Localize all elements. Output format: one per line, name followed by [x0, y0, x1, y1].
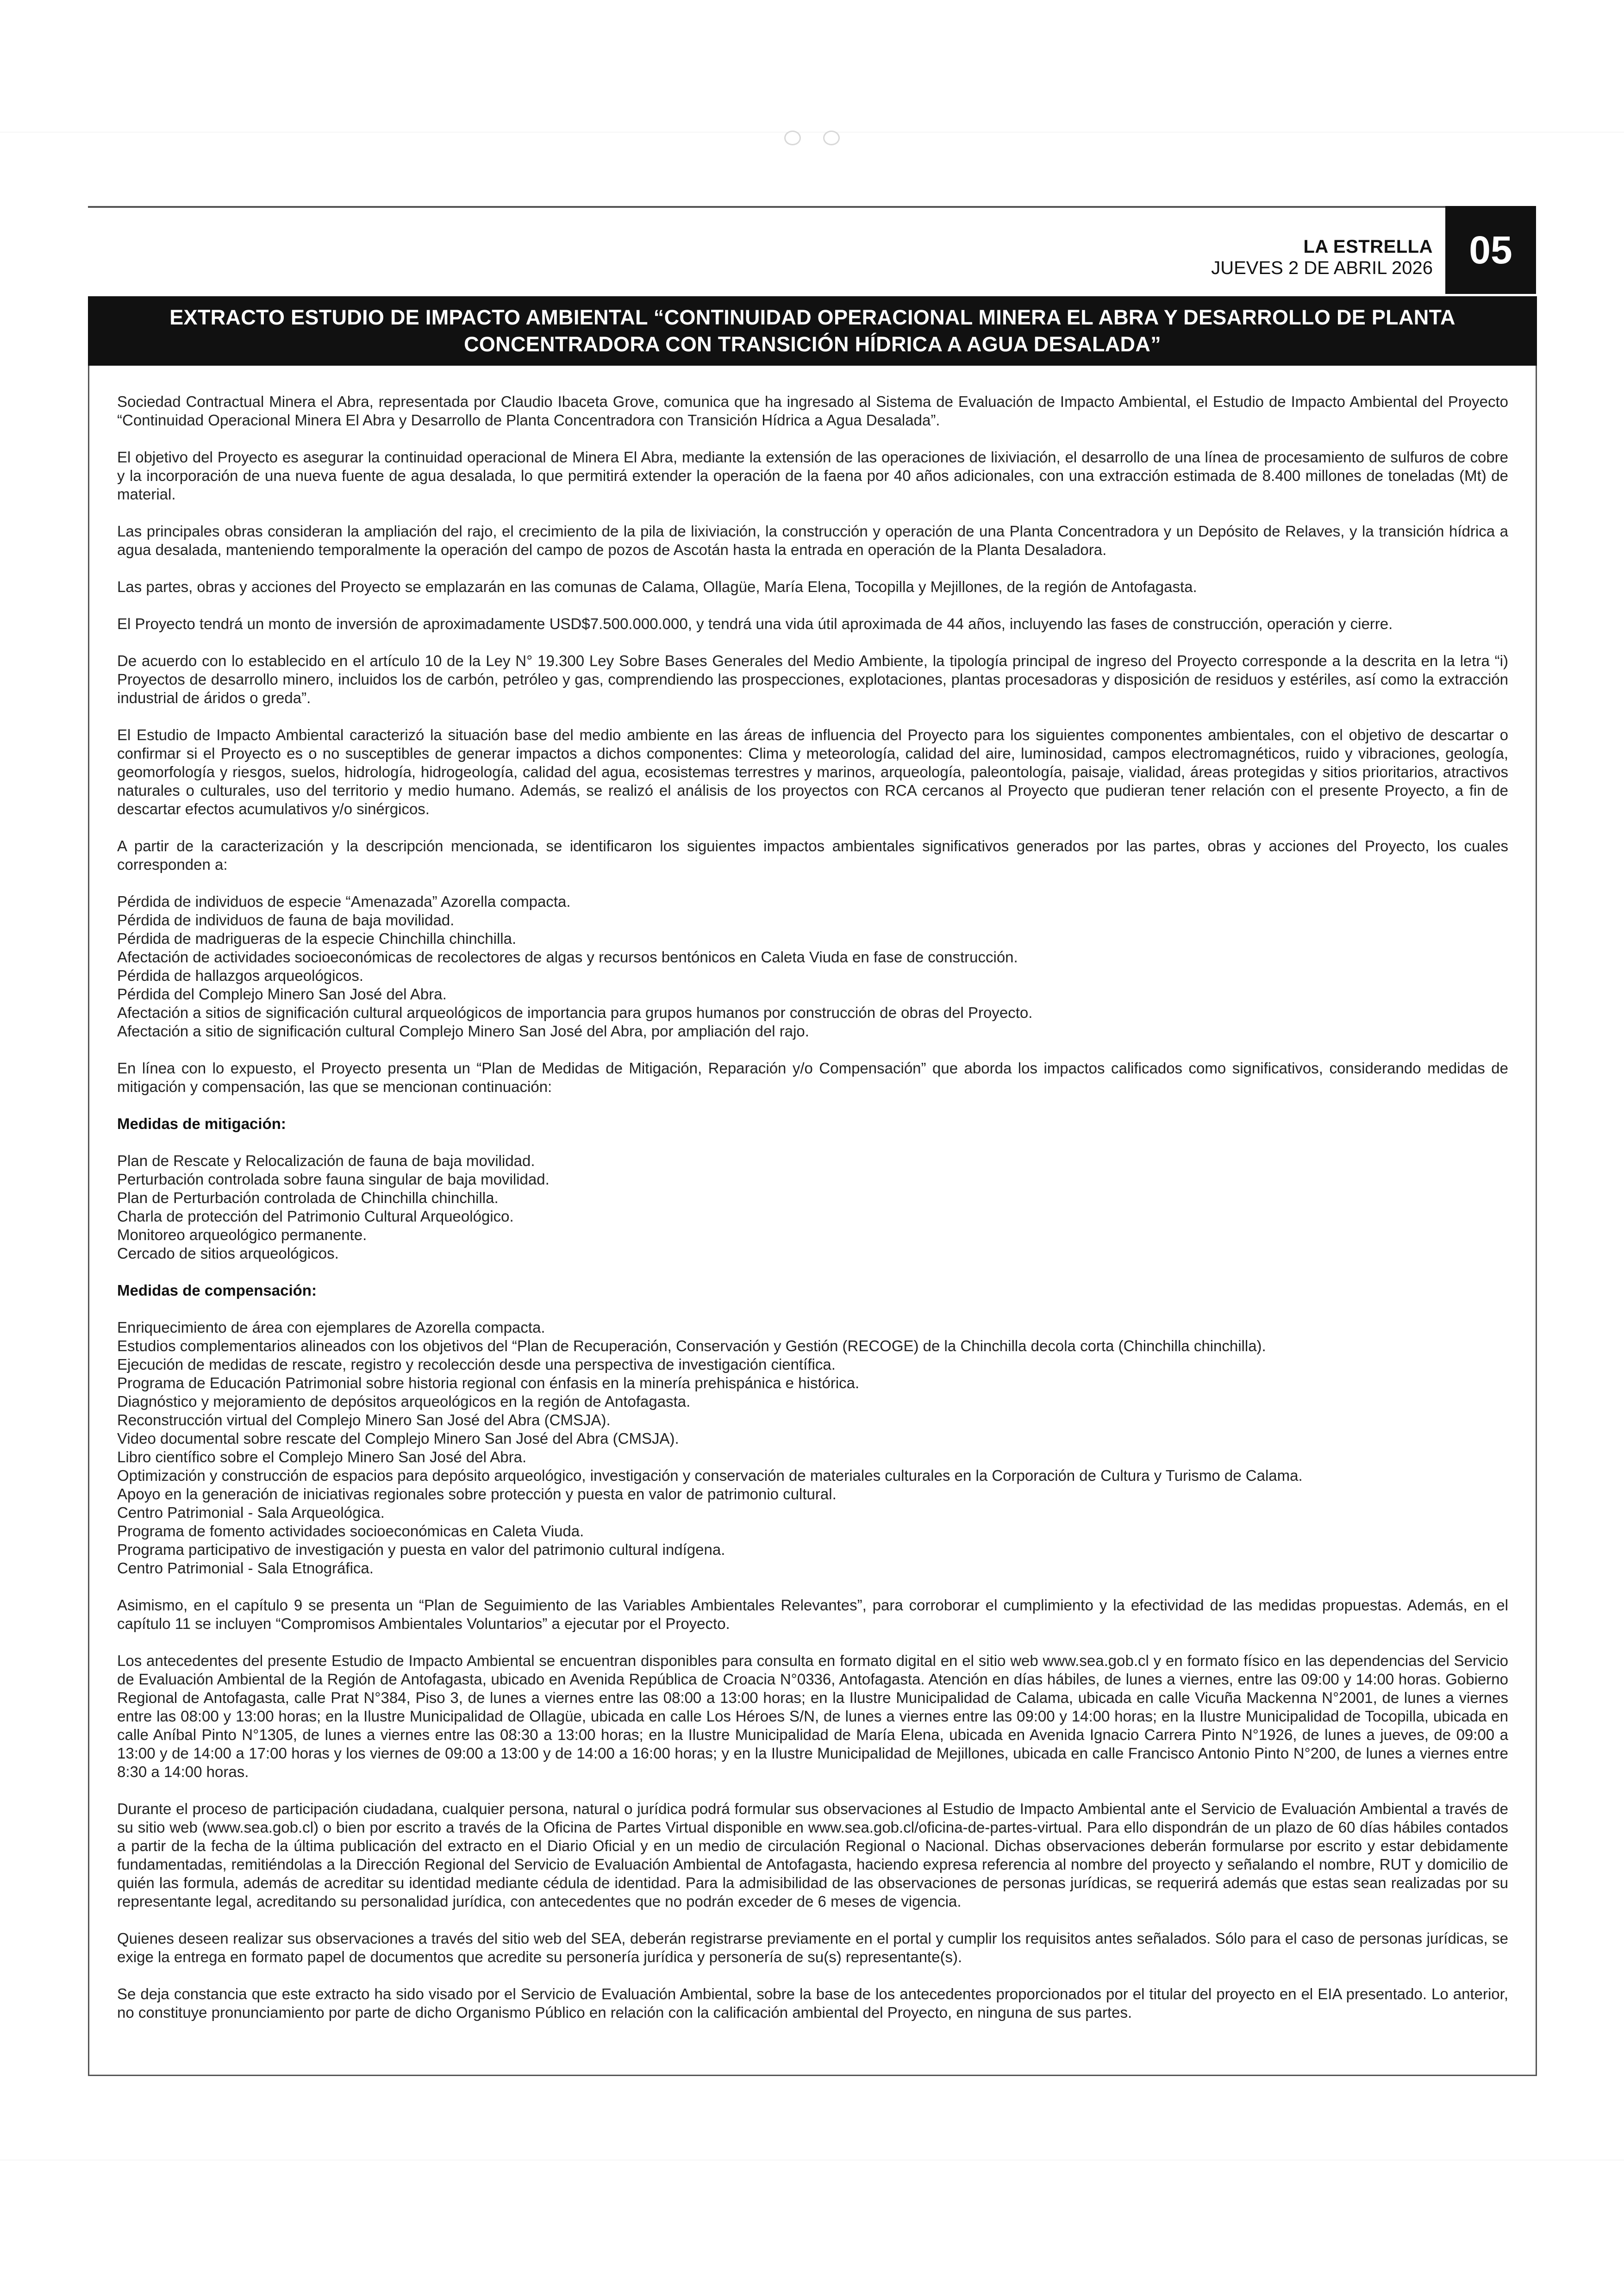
page-number: 05 — [1445, 206, 1536, 294]
paragraph-monitoring: Asimismo, en el capítulo 9 se presenta un “Plan de Seguimiento de las Variables Ambientales Relevantes”, para corroborar el cumplimiento y la efectividad de las medidas propuestas. Además, en el capítulo 11 se incluyen “Compromisos Ambientales Voluntarios” a ejecutar por el Proyecto. — [117, 1597, 1508, 1632]
compensation-list — [117, 1318, 1508, 1578]
list-item: Charla de protección del Patrimonio Cultural Arqueológico. — [117, 1208, 514, 1225]
binding-ring-icon — [784, 131, 801, 145]
list-item: Monitoreo arqueológico permanente. — [117, 1226, 367, 1243]
article-body — [117, 393, 1508, 2040]
list-item: Apoyo en la generación de iniciativas regionales sobre protección y puesta en valor de patrimonio cultural. — [117, 1485, 837, 1503]
list-item: Centro Patrimonial - Sala Arqueológica. — [117, 1504, 385, 1521]
article-title-line-2: CONCENTRADORA CON TRANSICIÓN HÍDRICA A AGUA DESALADA” — [464, 332, 1161, 356]
list-item: Diagnóstico y mejoramiento de depósitos arqueológicos en la región de Antofagasta. — [117, 1393, 691, 1410]
list-item: Estudios complementarios alineados con los objetivos del “Plan de Recuperación, Conservación y Gestión (RECOGE) de la Chinchilla decola corta (Chinchilla chinchilla). — [117, 1337, 1266, 1354]
list-item: Programa participativo de investigación y puesta en valor del patrimonio cultural indígena. — [117, 1541, 725, 1558]
list-item: Perturbación controlada sobre fauna singular de baja movilidad. — [117, 1171, 550, 1188]
list-item: Programa de fomento actividades socioeconómicas en Caleta Viuda. — [117, 1522, 584, 1540]
list-item: Centro Patrimonial - Sala Etnográfica. — [117, 1559, 374, 1577]
paragraph-works: Las principales obras consideran la ampliación del rajo, el crecimiento de la pila de lixiviación, la construcción y operación de una Planta Concentradora y un Depósito de Relaves, y la transición hídrica a agua desalada, manteniendo temporalmente la operación del campo de pozos de Ascotán hasta la entrada en operación de la Planta Desaladora. — [117, 523, 1508, 558]
paragraph-baseline: El Estudio de Impacto Ambiental caracterizó la situación base del medio ambiente en las áreas de influencia del Proyecto para los siguientes componentes ambientales, con el objetivo de descartar o confirmar si el Proyecto es o no susceptibles de generar impactos a dichos componentes: Clima y meteorología, calidad del aire, luminosidad, campos electromagnéticos, ruido y vibraciones, geología, geomorfología y riesgos, suelos, hidrología, hidrogeología, calidad del agua, ecosistemas terrestres y marinos, arqueología, paleontología, paisaje, vialidad, áreas protegidas y sitios prioritarios, atractivos naturales o culturales, uso del territorio y medio humano. Además, se realizó el análisis de los proyectos con RCA cercanos al Proyecto que pudieran tener relación con el presente Proyecto, a fin de descartar efectos acumulativos y/o sinérgicos. — [117, 726, 1508, 817]
list-item: Plan de Perturbación controlada de Chinchilla chinchilla. — [117, 1189, 499, 1206]
mitigation-heading: Medidas de mitigación: — [117, 1115, 286, 1132]
list-item: Pérdida de individuos de especie “Amenazada” Azorella compacta. — [117, 893, 571, 910]
list-item: Plan de Rescate y Relocalización de fauna de baja movilidad. — [117, 1152, 535, 1169]
list-item: Pérdida de madrigueras de la especie Chinchilla chinchilla. — [117, 930, 517, 947]
mitigation-list — [117, 1152, 1508, 1263]
newspaper-name: LA ESTRELLA — [1303, 237, 1433, 257]
paragraph-intro: Sociedad Contractual Minera el Abra, representada por Claudio Ibaceta Grove, comunica que ha ingresado al Sistema de Evaluación de Impacto Ambiental, el Estudio de Impacto Ambiental del Proyecto “Continuidad Operacional Minera El Abra y Desarrollo de Planta Concentradora con Transición Hídrica a Agua Desalada”. — [117, 393, 1508, 429]
paragraph-investment: El Proyecto tendrá un monto de inversión de aproximadamente USD$7.500.000.000, y tendrá una vida útil aproximada de 44 años, incluyendo las fases de construcción, operación y cierre. — [117, 615, 1393, 632]
paragraph-impacts-intro: A partir de la caracterización y la descripción mencionada, se identificaron los siguientes impactos ambientales significativos generados por las partes, obras y acciones del Proyecto, los cuales corresponden a: — [117, 837, 1508, 873]
paragraph-objective: El objetivo del Proyecto es asegurar la continuidad operacional de Minera El Abra, mediante la extensión de las operaciones de lixiviación, el desarrollo de una línea de procesamiento de sulfuros de cobre y la incorporación de una nueva fuente de agua desalada, lo que permitirá extender la operación de la faena por 40 años adicionales, con una extracción estimada de 8.400 millones de toneladas (Mt) de material. — [117, 449, 1508, 503]
article-title-line-1: EXTRACTO ESTUDIO DE IMPACTO AMBIENTAL “CONTINUIDAD OPERACIONAL MINERA EL ABRA Y DESARROLLO DE PLANTA — [169, 306, 1455, 329]
list-item: Enriquecimiento de área con ejemplares de Azorella compacta. — [117, 1319, 545, 1336]
paragraph-registration: Quienes deseen realizar sus observaciones a través del sitio web del SEA, deberán registrarse previamente en el portal y cumplir los requisitos antes señalados. Sólo para el caso de personas jurídicas, se exige la entrega en formato papel de documentos que acredite su personería jurídica y personería de su(s) representante(s). — [117, 1930, 1508, 1965]
article-title — [88, 296, 1537, 366]
paragraph-closing: Se deja constancia que este extracto ha sido visado por el Servicio de Evaluación Ambiental, sobre la base de los antecedentes proporcionados por el titular del proyecto en el EIA presentado. Lo anterior, no constituye pronunciamiento por parte de dicho Organismo Público en relación con la calificación ambiental del Proyecto, en ninguna de sus partes. — [117, 1985, 1508, 2021]
publication-date: JUEVES 2 DE ABRIL 2026 — [1211, 258, 1433, 278]
paragraph-plan-intro: En línea con lo expuesto, el Proyecto presenta un “Plan de Medidas de Mitigación, Reparación y/o Compensación” que aborda los impactos calificados como significativos, considerando medidas de mitigación y compensación, las que se mencionan continuación: — [117, 1060, 1508, 1095]
masthead — [1065, 236, 1433, 279]
impacts-list — [117, 892, 1508, 1041]
list-item: Pérdida de individuos de fauna de baja movilidad. — [117, 911, 455, 929]
list-item: Programa de Educación Patrimonial sobre historia regional con énfasis en la minería prehispánica e histórica. — [117, 1374, 860, 1391]
list-item: Reconstrucción virtual del Complejo Minero San José del Abra (CMSJA). — [117, 1411, 611, 1428]
list-item: Optimización y construcción de espacios para depósito arqueológico, investigación y conservación de materiales culturales en la Corporación de Cultura y Turismo de Calama. — [117, 1467, 1303, 1484]
list-item: Video documental sobre rescate del Complejo Minero San José del Abra (CMSJA). — [117, 1430, 679, 1447]
list-item: Cercado de sitios arqueológicos. — [117, 1245, 339, 1262]
compensation-heading: Medidas de compensación: — [117, 1282, 317, 1299]
list-item: Afectación de actividades socioeconómicas de recolectores de algas y recursos bentónicos en Caleta Viuda en fase de construcción. — [117, 948, 1018, 966]
list-item: Libro científico sobre el Complejo Minero San José del Abra. — [117, 1448, 527, 1466]
binding-ring-icon — [823, 131, 840, 145]
header-rule — [88, 206, 1449, 208]
paragraph-participation: Durante el proceso de participación ciudadana, cualquier persona, natural o jurídica podrá formular sus observaciones al Estudio de Impacto Ambiental ante el Servicio de Evaluación Ambiental a través de su sitio web (www.sea.gob.cl) o bien por escrito a través de la Oficina de Partes Virtual disponible en www.sea.gob.cl/oficina-de-partes-virtual. Para ello dispondrán de un plazo de 60 días hábiles contados a partir de la fecha de la última publicación del extracto en el Diario Oficial y en un medio de circulación Regional o Nacional. Dichas observaciones deberán formularse por escrito y estar debidamente fundamentadas, remitiéndolas a la Dirección Regional del Servicio de Evaluación Ambiental de Antofagasta, haciendo expresa referencia al nombre del proyecto y señalando el nombre, RUT y domicilio de quién las formula, además de acreditar su identidad mediante cédula de identidad. Para la admisibilidad de las observaciones de personas jurídicas, se requerirá además que estas sean realizadas por su representante legal, acreditando su personalidad jurídica, con antecedentes que no podrán exceder de 6 meses de vigencia. — [117, 1800, 1508, 1910]
list-item: Ejecución de medidas de rescate, registro y recolección desde una perspectiva de investigación científica. — [117, 1356, 836, 1373]
paragraph-typology: De acuerdo con lo establecido en el artículo 10 de la Ley N° 19.300 Ley Sobre Bases Generales del Medio Ambiente, la tipología principal de ingreso del Proyecto corresponde a la descrita en la letra “i) Proyectos de desarrollo minero, incluidos los de carbón, petróleo y gas, comprendiendo las prospecciones, explotaciones, plantas procesadoras y disposición de residuos y estériles, así como la extracción industrial de áridos o greda”. — [117, 652, 1508, 706]
list-item: Pérdida de hallazgos arqueológicos. — [117, 967, 364, 984]
paragraph-availability: Los antecedentes del presente Estudio de Impacto Ambiental se encuentran disponibles para consulta en formato digital en el sitio web www.sea.gob.cl y en formato físico en las dependencias del Servicio de Evaluación Ambiental de la Región de Antofagasta, ubicado en Avenida República de Croacia N°0336, Antofagasta. Atención en días hábiles, de lunes a viernes, entre las 09:00 y 14:00 horas. Gobierno Regional de Antofagasta, calle Prat N°384, Piso 3, de lunes a viernes entre las 08:00 a 13:00 horas; en la Ilustre Municipalidad de Calama, ubicada en calle Vicuña Mackenna N°2001, de lunes a viernes entre las 08:00 y 13:00 horas; en la Ilustre Municipalidad de Ollagüe, ubicada en calle Los Héroes S/N, de lunes a viernes entre las 09:00 y 14:00 horas; en la Ilustre Municipalidad de Tocopilla, ubicada en calle Aníbal Pinto N°1305, de lunes a viernes entre las 08:30 a 13:00 horas; en la Ilustre Municipalidad de María Elena, ubicada en Avenida Ignacio Carrera Pinto N°1926, de lunes a jueves, de 09:00 a 13:00 y de 14:00 a 17:00 horas y los viernes de 09:00 a 13:00 y de 14:00 a 16:00 horas; y en la Ilustre Municipalidad de Mejillones, ubicada en calle Francisco Antonio Pinto N°200, de lunes a viernes entre 8:30 a 14:00 horas. — [117, 1652, 1508, 1780]
list-item: Afectación a sitios de significación cultural arqueológicos de importancia para grupos humanos por construcción de obras del Proyecto. — [117, 1004, 1033, 1021]
list-item: Pérdida del Complejo Minero San José del Abra. — [117, 985, 447, 1003]
list-item: Afectación a sitio de significación cultural Complejo Minero San José del Abra, por ampliación del rajo. — [117, 1023, 809, 1040]
paragraph-location: Las partes, obras y acciones del Proyecto se emplazarán en las comunas de Calama, Ollagüe, María Elena, Tocopilla y Mejillones, de la región de Antofagasta. — [117, 578, 1197, 595]
